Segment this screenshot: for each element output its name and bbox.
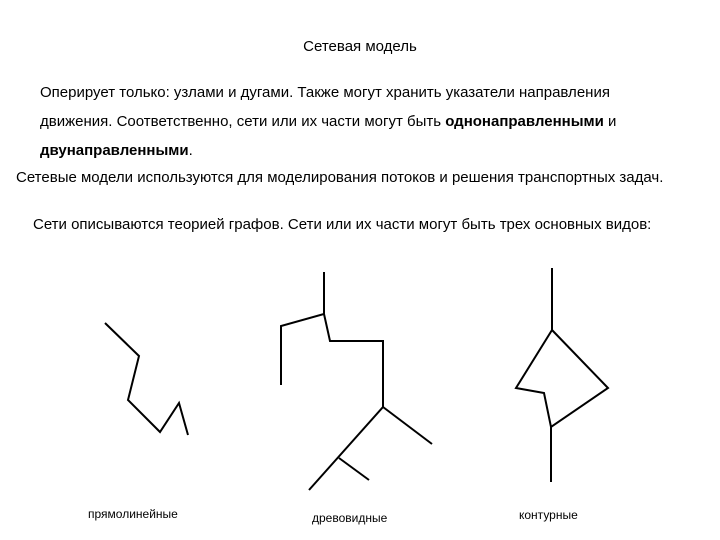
tree-branch-left <box>309 407 383 490</box>
tree-branch-right <box>383 407 432 444</box>
tree-trunk <box>324 314 383 407</box>
tree-branch-top <box>281 272 324 385</box>
paragraph-text-end: . <box>188 142 193 159</box>
paragraph-text-middle: и <box>603 113 617 130</box>
paragraph-network-usage: Сетевые модели используются для моделирования потоков и решения транспортных задач. <box>16 169 664 186</box>
paragraph-text-start: Оперирует только: узлами и дугами. Также могут хранить указатели направления движения. Соответственно, сети или их части могут быть <box>40 84 610 130</box>
paragraph-graph-theory: Сети описываются теорией графов. Сети или их части могут быть трех основных видов: <box>33 216 652 233</box>
linear-network-path <box>105 323 188 435</box>
page-title: Сетевая модель <box>303 38 417 55</box>
caption-contour: контурные <box>519 508 578 522</box>
caption-tree: древовидные <box>312 511 388 525</box>
caption-linear: прямолинейные <box>88 507 178 521</box>
bold-term-unidirectional: однонаправленными <box>445 113 604 130</box>
bold-term-bidirectional: двунаправленными <box>40 142 189 159</box>
tree-twig <box>339 458 369 480</box>
contour-network-diagram <box>516 268 608 482</box>
linear-network-diagram <box>105 323 188 435</box>
contour-loop <box>516 330 608 427</box>
tree-network-diagram <box>281 272 432 490</box>
